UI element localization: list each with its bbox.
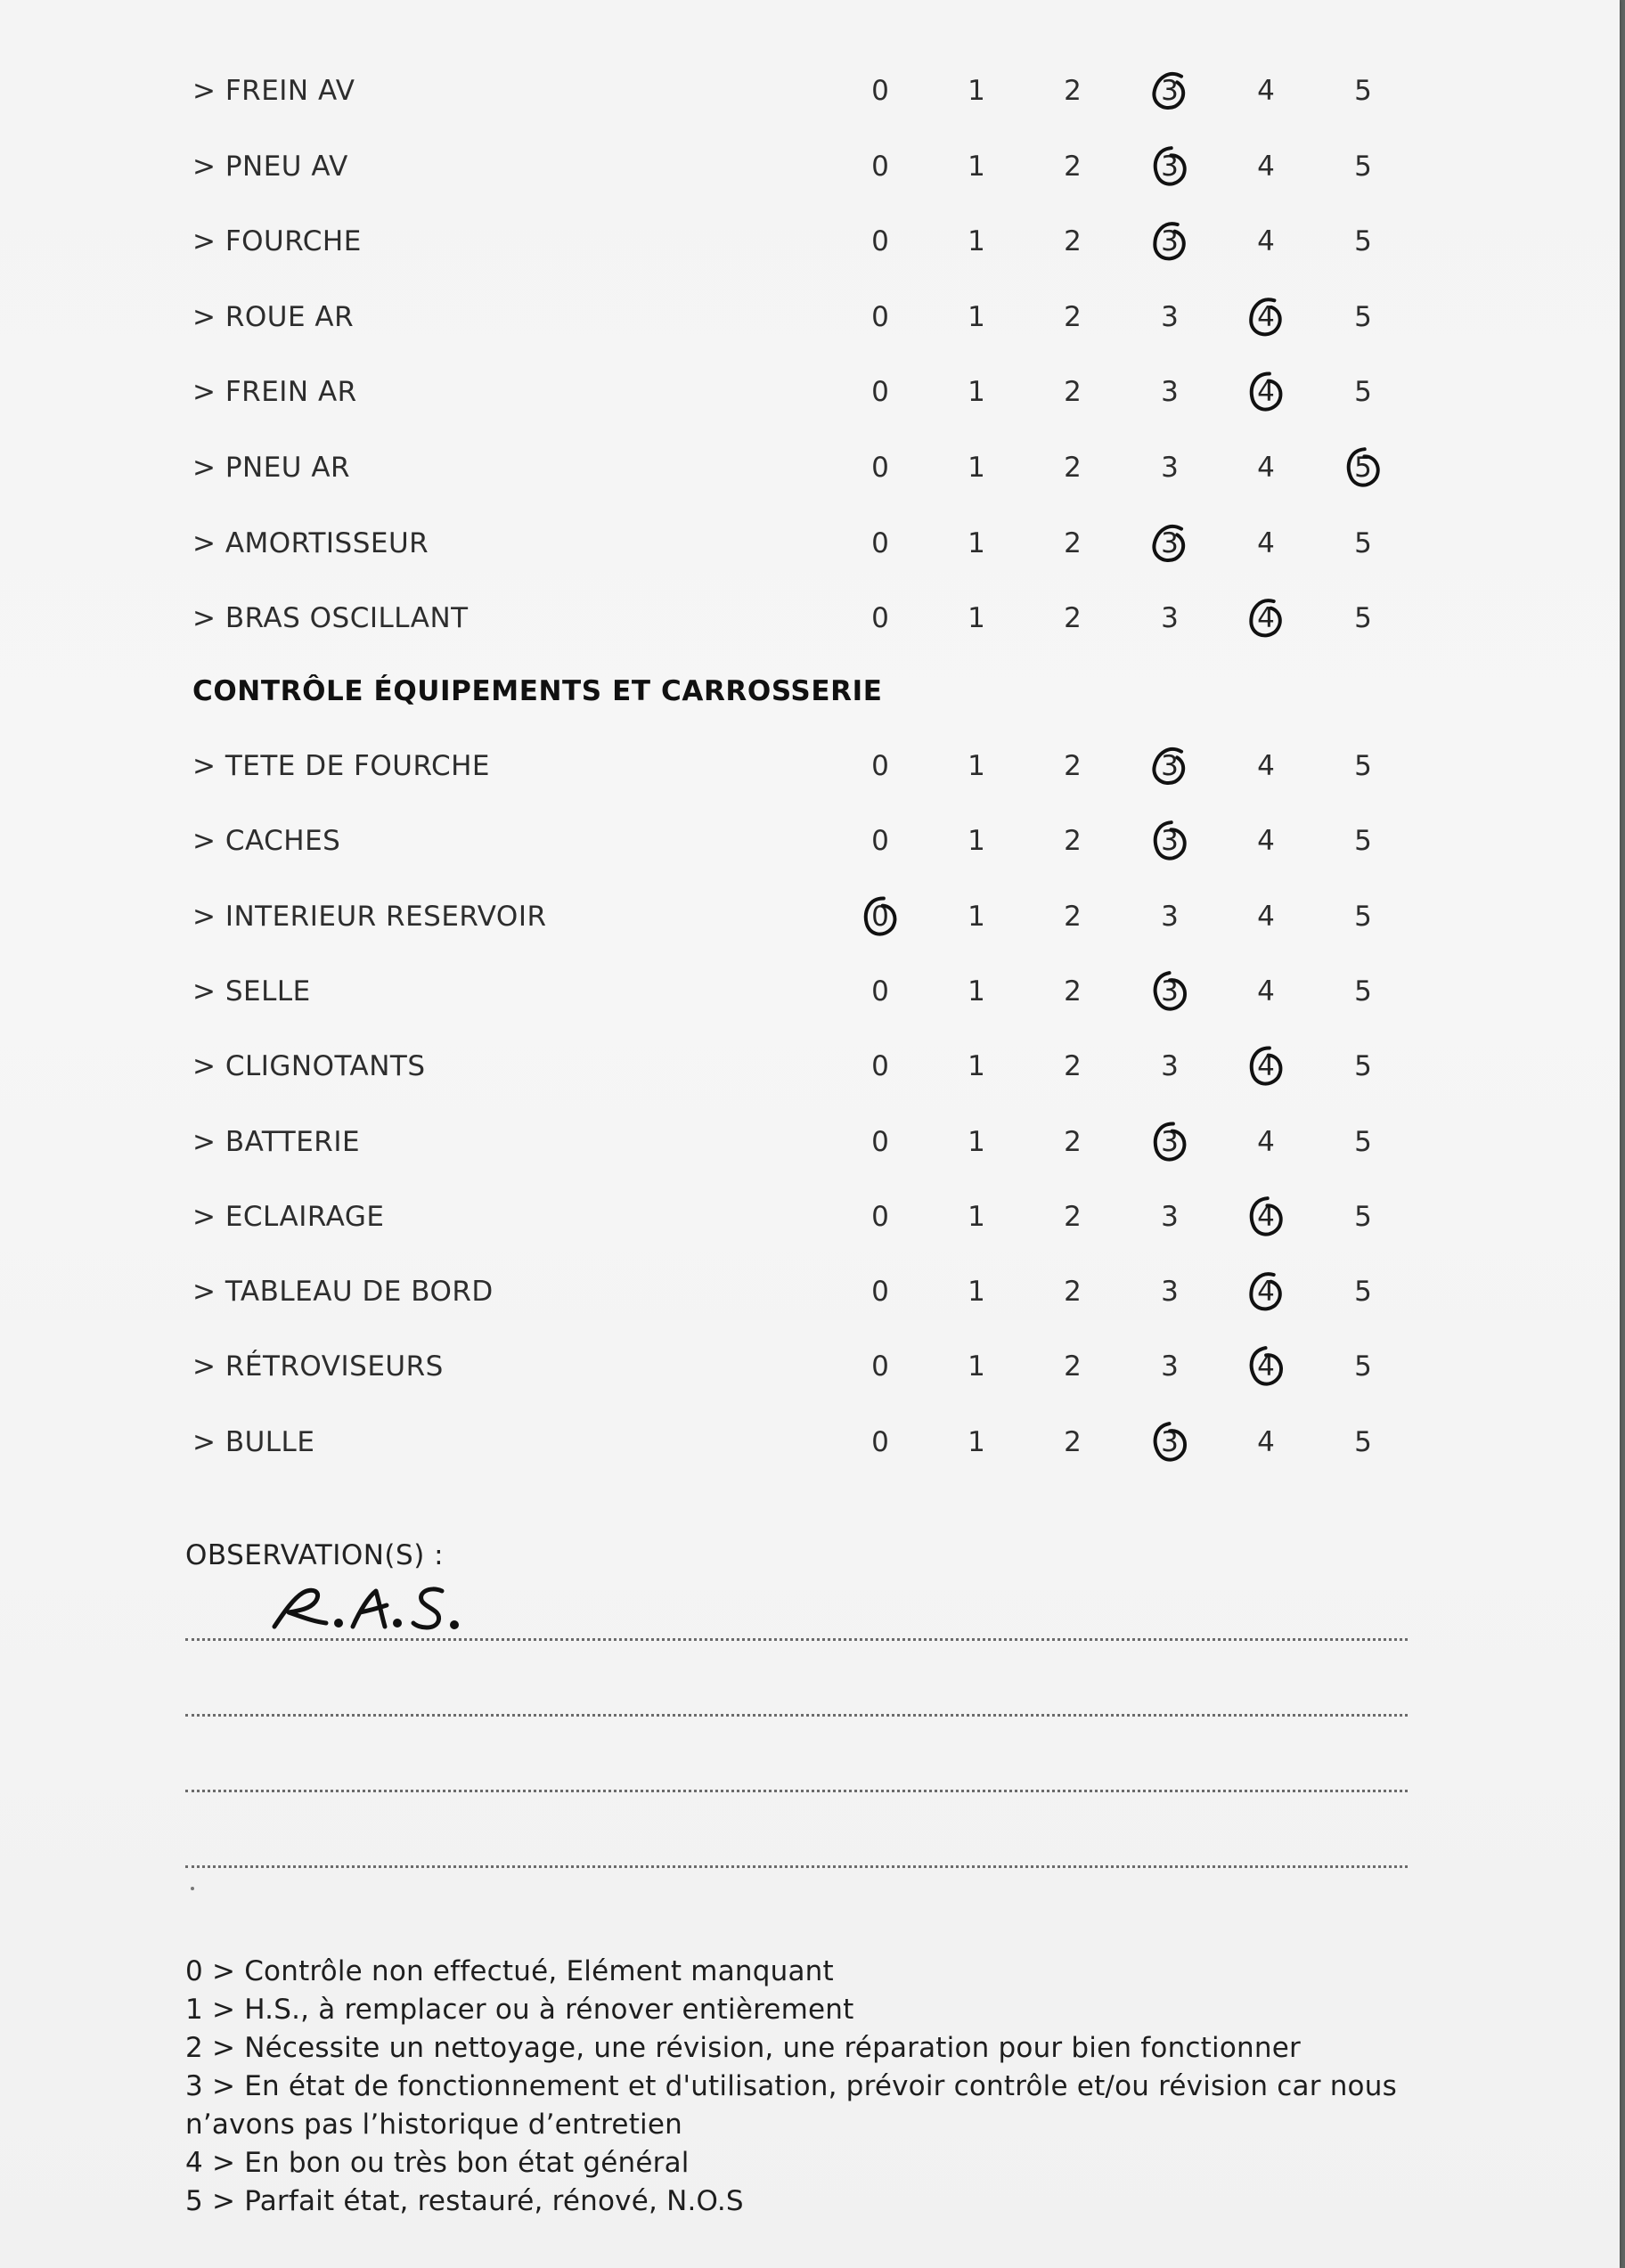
selection-mark [1143,1115,1196,1169]
hand-drawn-circle [1143,965,1196,1018]
score-option-selected[interactable]: 3 [1161,825,1179,858]
row-label: > FREIN AR [192,376,357,409]
selection-mark [1239,1340,1293,1393]
score-option-selected[interactable]: 3 [1161,750,1179,782]
score-option[interactable]: 5 [1354,900,1372,933]
row-label: > ROUE AR [192,300,355,333]
score-option[interactable]: 0 [871,1425,889,1458]
observations-label: OBSERVATION(S) : [185,1539,445,1571]
score-option[interactable]: 0 [871,150,889,183]
score-option[interactable]: 2 [1064,150,1082,183]
selection-mark [1336,441,1390,494]
selection-mark [1239,591,1293,645]
hand-drawn-circle [1239,1040,1293,1093]
row-label: > FREIN AV [192,75,355,107]
score-option[interactable]: 2 [1064,825,1082,858]
checklist-row [0,1115,1620,1169]
checklist-row [0,1265,1620,1318]
score-option[interactable]: 3 [1161,602,1179,635]
score-option[interactable]: 5 [1354,1200,1372,1233]
score-option[interactable]: 2 [1064,526,1082,559]
score-option[interactable]: 2 [1064,376,1082,409]
checklist-row [0,739,1620,793]
score-option-selected[interactable]: 4 [1257,376,1275,409]
score-option[interactable]: 4 [1257,1125,1275,1158]
score-option[interactable]: 0 [871,1200,889,1233]
score-option[interactable]: 4 [1257,825,1275,858]
checklist-row [0,64,1620,118]
row-label: > FOURCHE [192,225,362,258]
score-option[interactable]: 5 [1354,1125,1372,1158]
score-option-selected[interactable]: 3 [1161,225,1179,258]
score-option[interactable]: 5 [1354,975,1372,1008]
score-option[interactable]: 5 [1354,225,1372,258]
checklist-row [0,1190,1620,1244]
score-option[interactable]: 3 [1161,1050,1179,1083]
score-option[interactable]: 2 [1064,750,1082,782]
selection-mark [1143,814,1196,868]
score-option-selected[interactable]: 3 [1161,526,1179,559]
hand-drawn-circle [1143,1115,1196,1169]
checklist-row [0,890,1620,943]
score-option[interactable]: 4 [1257,526,1275,559]
legend-item: 5 > Parfait état, restauré, rénové, N.O.S [185,2185,744,2217]
observation-line [185,1865,1408,1868]
selection-mark [1143,1415,1196,1469]
score-option[interactable]: 1 [968,1050,985,1083]
score-option-selected[interactable]: 4 [1257,300,1275,333]
checklist-row [0,215,1620,268]
row-label: > CACHES [192,825,341,858]
score-option[interactable]: 1 [968,825,985,858]
selection-mark [853,890,907,943]
score-option[interactable]: 0 [871,602,889,635]
hand-drawn-circle [1239,1265,1293,1318]
score-option[interactable]: 2 [1064,1350,1082,1383]
score-option[interactable]: 0 [871,452,889,484]
score-option[interactable]: 0 [871,750,889,782]
legend-item: 0 > Contrôle non effectué, Elément manquant [185,1955,834,1987]
score-option-selected[interactable]: 0 [871,900,889,933]
score-option[interactable]: 2 [1064,900,1082,933]
score-option[interactable]: 5 [1354,1050,1372,1083]
hand-drawn-circle [1143,140,1196,193]
score-option[interactable]: 5 [1354,150,1372,183]
hand-drawn-circle [1143,64,1196,118]
score-option[interactable]: 3 [1161,1276,1179,1309]
score-option[interactable]: 4 [1257,975,1275,1008]
score-option[interactable]: 0 [871,1125,889,1158]
score-option[interactable]: 1 [968,1125,985,1158]
score-option[interactable]: 4 [1257,452,1275,484]
score-option[interactable]: 2 [1064,975,1082,1008]
row-label: > PNEU AV [192,150,348,183]
legend-item: 4 > En bon ou très bon état général [185,2147,690,2179]
checklist-row [0,365,1620,419]
handwritten-observation [267,1571,499,1643]
score-option[interactable]: 2 [1064,1125,1082,1158]
score-option[interactable]: 5 [1354,300,1372,333]
score-option[interactable]: 5 [1354,75,1372,107]
score-option-selected[interactable]: 4 [1257,1050,1275,1083]
row-label: > PNEU AR [192,452,351,484]
checklist-row [0,441,1620,494]
score-option[interactable]: 4 [1257,900,1275,933]
hand-drawn-circle [1143,814,1196,868]
checklist-row [0,965,1620,1018]
observation-line [185,1714,1408,1717]
score-option[interactable]: 1 [968,452,985,484]
row-label: > ECLAIRAGE [192,1200,385,1233]
legend-item: 1 > H.S., à remplacer ou à rénover entièrement [185,1994,854,2026]
score-option[interactable]: 1 [968,1276,985,1309]
score-option[interactable]: 5 [1354,750,1372,782]
score-option[interactable]: 5 [1354,376,1372,409]
selection-mark [1239,1040,1293,1093]
score-option[interactable]: 2 [1064,75,1082,107]
checklist-row [0,1415,1620,1469]
score-option[interactable]: 0 [871,300,889,333]
row-label: > BATTERIE [192,1125,361,1158]
selection-mark [1143,517,1196,570]
score-option[interactable]: 4 [1257,750,1275,782]
score-option[interactable]: 5 [1354,825,1372,858]
observation-line [185,1638,1408,1641]
score-option[interactable]: 1 [968,150,985,183]
row-label: > TABLEAU DE BORD [192,1276,494,1309]
rating-legend [185,1953,1433,2221]
score-option[interactable]: 2 [1064,225,1082,258]
row-label: > TETE DE FOURCHE [192,750,490,782]
score-option-selected[interactable]: 4 [1257,1350,1275,1383]
score-option[interactable]: 1 [968,1200,985,1233]
score-option[interactable]: 1 [968,526,985,559]
score-option[interactable]: 4 [1257,1425,1275,1458]
selection-mark [1239,365,1293,419]
section-title-equipment-bodywork: CONTRÔLE ÉQUIPEMENTS ET CARROSSERIE [192,675,883,707]
score-option-selected[interactable]: 4 [1257,1276,1275,1309]
row-label: > CLIGNOTANTS [192,1050,426,1083]
checklist-row [0,517,1620,570]
score-option[interactable]: 3 [1161,452,1179,484]
score-option[interactable]: 1 [968,376,985,409]
hand-drawn-circle [1143,517,1196,570]
score-option[interactable]: 2 [1064,1425,1082,1458]
score-option-selected[interactable]: 3 [1161,975,1179,1008]
legend-item: 3 > En état de fonctionnement et d'utilisation, prévoir contrôle et/ou révision car nous [185,2070,1397,2102]
score-option-selected[interactable]: 3 [1161,75,1179,107]
score-option[interactable]: 1 [968,1425,985,1458]
score-option[interactable]: 3 [1161,1350,1179,1383]
score-option[interactable]: 2 [1064,1050,1082,1083]
score-option[interactable]: 2 [1064,1200,1082,1233]
row-label: > SELLE [192,975,311,1008]
score-option-selected[interactable]: 3 [1161,150,1179,183]
row-label: > INTERIEUR RESERVOIR [192,900,547,933]
score-option[interactable]: 0 [871,1276,889,1309]
score-option[interactable]: 4 [1257,75,1275,107]
selection-mark [1143,64,1196,118]
score-option[interactable]: 1 [968,75,985,107]
score-option-selected[interactable]: 5 [1354,452,1372,484]
score-option[interactable]: 0 [871,975,889,1008]
observation-line [185,1790,1408,1792]
score-option[interactable]: 1 [968,900,985,933]
hand-drawn-circle [1239,591,1293,645]
score-option-selected[interactable]: 4 [1257,1200,1275,1233]
hand-drawn-circle [1336,441,1390,494]
score-option[interactable]: 1 [968,300,985,333]
score-option[interactable]: 5 [1354,1276,1372,1309]
selection-mark [1239,290,1293,344]
score-option[interactable]: 3 [1161,900,1179,933]
score-option-selected[interactable]: 3 [1161,1125,1179,1158]
row-label: > BRAS OSCILLANT [192,602,469,635]
score-option[interactable]: 0 [871,526,889,559]
score-option[interactable]: 2 [1064,602,1082,635]
checklist-row [0,814,1620,868]
score-option[interactable]: 1 [968,975,985,1008]
score-option[interactable]: 0 [871,1350,889,1383]
score-option[interactable]: 0 [871,825,889,858]
score-option[interactable]: 5 [1354,1425,1372,1458]
score-option[interactable]: 0 [871,225,889,258]
checklist-row [0,290,1620,344]
stray-dot [191,1887,194,1890]
score-option[interactable]: 1 [968,1350,985,1383]
legend-item: 2 > Nécessite un nettoyage, une révision, une réparation pour bien fonctionner [185,2032,1301,2064]
checklist-row [0,1040,1620,1093]
row-label: > AMORTISSEUR [192,526,429,559]
score-option[interactable]: 3 [1161,1200,1179,1233]
hand-drawn-circle [1239,1340,1293,1393]
hand-drawn-circle [1239,1190,1293,1244]
checklist-row [0,1340,1620,1393]
row-label: > RÉTROVISEURS [192,1350,444,1383]
score-option[interactable]: 1 [968,602,985,635]
selection-mark [1143,965,1196,1018]
hand-drawn-circle [1239,365,1293,419]
score-option-selected[interactable]: 3 [1161,1425,1179,1458]
checklist-row [0,140,1620,193]
selection-mark [1143,215,1196,268]
hand-drawn-circle [1143,739,1196,793]
hand-drawn-circle [1143,1415,1196,1469]
legend-item: n’avons pas l’historique d’entretien [185,2109,682,2141]
score-option[interactable]: 4 [1257,225,1275,258]
hand-drawn-circle [853,890,907,943]
row-label: > BULLE [192,1425,315,1458]
score-option[interactable]: 5 [1354,526,1372,559]
hand-drawn-circle [1239,290,1293,344]
selection-mark [1239,1265,1293,1318]
score-option[interactable]: 5 [1354,602,1372,635]
selection-mark [1143,739,1196,793]
score-option[interactable]: 2 [1064,300,1082,333]
score-option[interactable]: 2 [1064,452,1082,484]
score-option[interactable]: 1 [968,225,985,258]
score-option[interactable]: 0 [871,376,889,409]
score-option[interactable]: 3 [1161,376,1179,409]
score-option[interactable]: 1 [968,750,985,782]
score-option[interactable]: 0 [871,1050,889,1083]
hand-drawn-circle [1143,215,1196,268]
score-option[interactable]: 2 [1064,1276,1082,1309]
score-option-selected[interactable]: 4 [1257,602,1275,635]
score-option[interactable]: 5 [1354,1350,1372,1383]
checklist-row [0,591,1620,645]
score-option[interactable]: 4 [1257,150,1275,183]
selection-mark [1239,1190,1293,1244]
score-option[interactable]: 3 [1161,300,1179,333]
selection-mark [1143,140,1196,193]
score-option[interactable]: 0 [871,75,889,107]
